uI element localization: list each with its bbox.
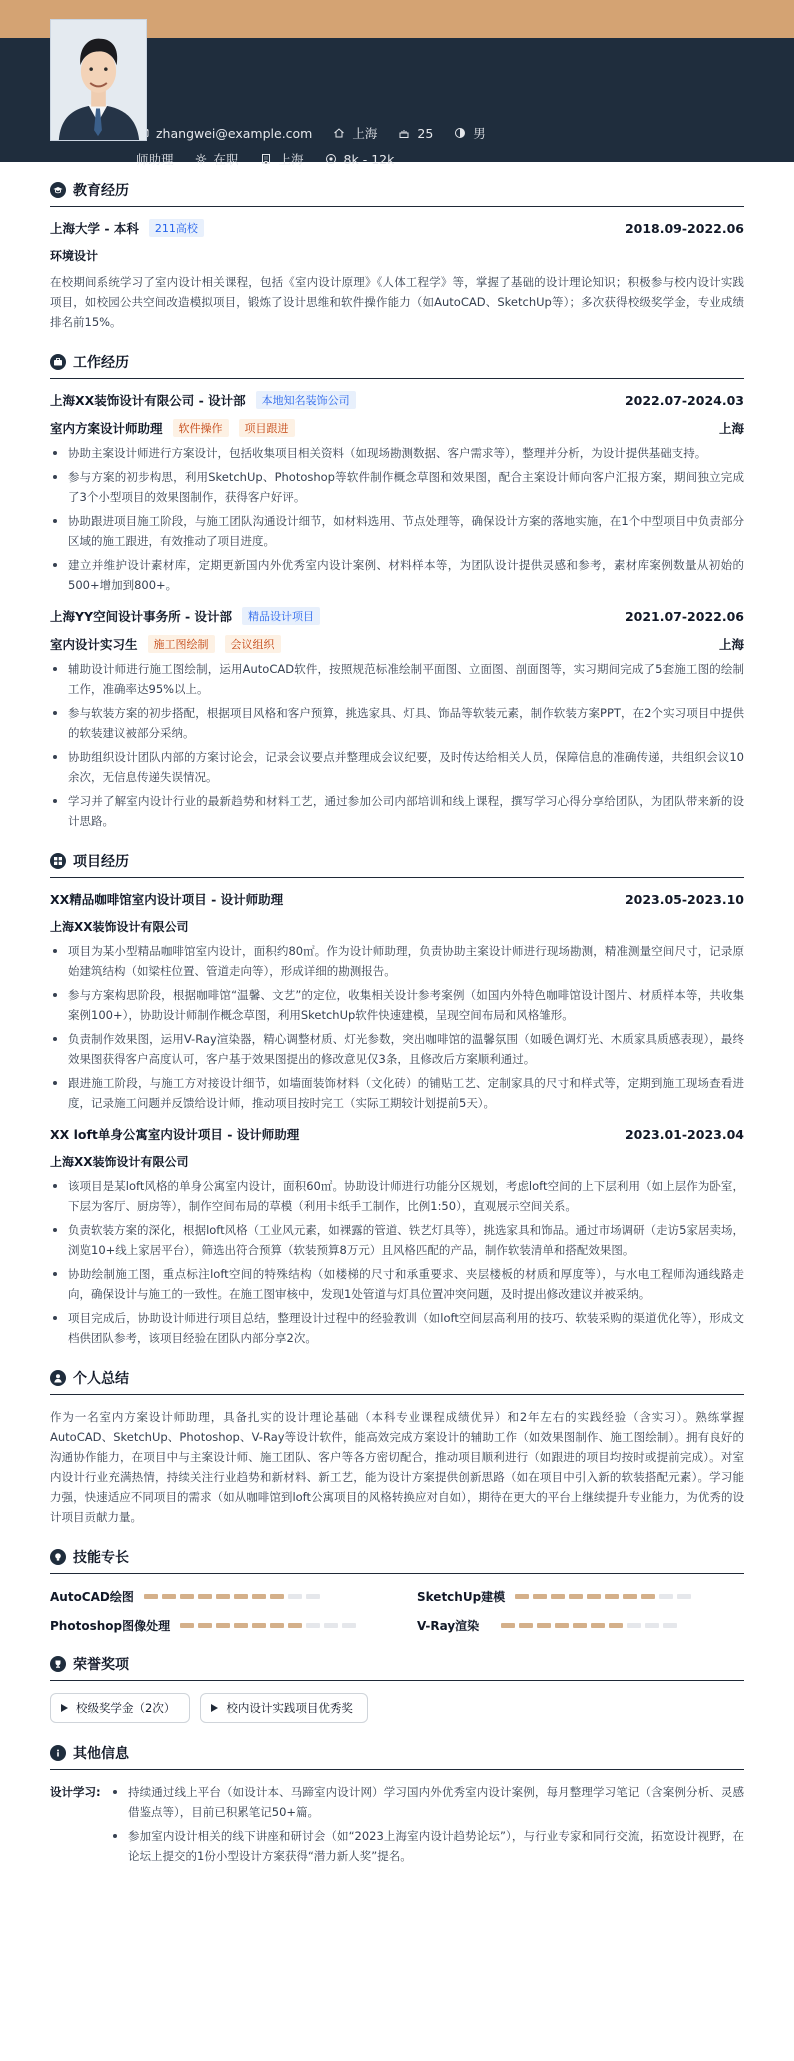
skill-level-segment [306, 1623, 320, 1628]
list-item: 跟进施工阶段，与施工方对接设计细节，如墙面装饰材料（文化砖）的铺贴工艺、定制家具的尺寸和样式等，定期到施工现场查看进度，记录施工问题并反馈给设计师，推动项目按时完工（实际工期较计划提前5天）。 [50, 1073, 744, 1113]
skill-level-segment [288, 1594, 302, 1599]
award-badge [50, 1693, 190, 1723]
project-entry [50, 1125, 744, 1348]
skill-level-segment [609, 1623, 623, 1628]
home-icon [332, 126, 346, 140]
skill-level-segment [641, 1594, 655, 1599]
company-name: 上海YY空间设计事务所 - 设计部 [50, 609, 232, 624]
skill-level-segment [515, 1594, 529, 1599]
skill-level-segment [234, 1594, 248, 1599]
list-item: 学习并了解室内设计行业的最新趋势和材料工艺，通过参加公司内部培训和线上课程，撰写学习心得分享给团队，为团队带来新的设计思路。 [50, 791, 744, 831]
grid-icon [50, 853, 66, 869]
skill-item [50, 1617, 377, 1634]
skill-level-segment [533, 1594, 547, 1599]
skill-item [50, 1588, 377, 1605]
skill-level-bar [515, 1594, 691, 1599]
skill-level-segment [591, 1623, 605, 1628]
list-item: 协助主案设计师进行方案设计，包括收集项目相关资料（如现场勘测数据、客户需求等），整理并分析，为设计提供基础支持。 [50, 443, 744, 463]
awards-section [50, 1654, 744, 1723]
work-entry [50, 391, 744, 595]
skill-level-segment [605, 1594, 619, 1599]
section-header [50, 1547, 744, 1574]
list-item: 负责软装方案的深化，根据loft风格（工业风元素，如裸露的管道、铁艺灯具等），挑选家具和饰品。通过市场调研（走访5家居卖场，浏览10+线上家居平台），筛选出符合预算（软装预算8万元）且风格匹配的产品，制作软装清单和搭配效果图。 [50, 1220, 744, 1260]
skills-section [50, 1547, 744, 1634]
role-title: 室内方案设计师助理 [50, 421, 163, 436]
skill-level-segment [234, 1623, 248, 1628]
cake-icon [397, 126, 411, 140]
skill-item [417, 1617, 744, 1634]
school-name: 上海大学 - 本科 [50, 221, 139, 236]
role-tag: 施工图绘制 [148, 635, 215, 653]
skill-level-segment [342, 1623, 356, 1628]
projects-section [50, 851, 744, 1348]
list-item: 项目完成后，协助设计师进行项目总结，整理设计过程中的经验教训（如loft空间层高利用的技巧、软装采购的渠道优化等），形成文档供团队参考，该项目经验在团队内部分享2次。 [50, 1308, 744, 1348]
skill-level-segment [659, 1594, 673, 1599]
age-text: 25 [417, 125, 434, 141]
briefcase-icon [50, 354, 66, 370]
skill-level-segment [198, 1623, 212, 1628]
section-header [50, 1368, 744, 1395]
section-title: 项目经历 [73, 854, 129, 870]
skill-level-segment [306, 1594, 320, 1599]
section-title: 工作经历 [73, 355, 129, 371]
skill-level-bar [501, 1623, 677, 1628]
major-name: 环境设计 [50, 249, 99, 263]
section-title: 教育经历 [73, 183, 129, 199]
skill-level-segment [144, 1594, 158, 1599]
skill-level-segment [627, 1623, 641, 1628]
list-item: 项目为某小型精品咖啡馆室内设计，面积约80㎡。作为设计师助理，负责协助主案设计师进行现场勘测，精准测量空间尺寸，记录原始建筑结构（如梁柱位置、管道走向等），形成详细的勘测报告。 [50, 941, 744, 981]
gender-icon [453, 126, 467, 140]
role-tag: 项目跟进 [239, 419, 295, 437]
award-label: 校内设计实践项目优秀奖 [226, 1701, 353, 1715]
skill-level-segment [573, 1623, 587, 1628]
skill-level-segment [324, 1623, 338, 1628]
skill-level-segment [180, 1623, 194, 1628]
salary-text: 8k - 12k [343, 151, 395, 167]
skill-level-segment [216, 1594, 230, 1599]
list-item: 辅助设计师进行施工图绘制，运用AutoCAD软件，按照规范标准绘制平面图、立面图、剖面图等，实习期间完成了5套施工图的绘制工作，准确率达95%以上。 [50, 659, 744, 699]
skill-level-segment [645, 1623, 659, 1628]
skill-name: Photoshop图像处理 [50, 1619, 171, 1633]
skill-level-segment [288, 1623, 302, 1628]
skill-level-segment [623, 1594, 637, 1599]
section-header [50, 1743, 744, 1770]
skill-level-segment [162, 1594, 176, 1599]
position-text: 师助理 [136, 152, 174, 167]
status-text: 在职 [213, 152, 239, 167]
skill-level-segment [663, 1623, 677, 1628]
skill-level-segment [252, 1623, 266, 1628]
summary-text: 作为一名室内方案设计师助理，具备扎实的设计理论基础（本科专业课程成绩优异）和2年左右的实践经验（含实习）。熟练掌握AutoCAD、SketchUp、Photoshop、V-Ray等设计软件，能高效完成方案设计的辅助工作（如效果图制作、施工图绘制）。拥有良好的沟通协作能力，在项目中与主案设计师、施工团队、客户等各方密切配合，推动项目顺利进行（如跟进的项目均按时或提前完成）。对室内设计行业充满热情，持续关注行业趋势和新材料、新工艺，能为设计方案提供创新思路（如在项目中引入新的软装搭配元素）。学习能力强，快速适应不同项目的需求（如从咖啡馆到loft公寓项目的风格转换应对自如），期待在更大的平台上继续提升专业能力，为优秀的设计项目贡献力量。 [50, 1410, 744, 1524]
avatar-photo [50, 19, 147, 141]
resume-content [50, 162, 744, 1870]
city-text: 上海 [352, 126, 378, 141]
skill-name: V-Ray渲染 [417, 1619, 480, 1633]
role-tag: 软件操作 [173, 419, 229, 437]
skill-level-segment [569, 1594, 583, 1599]
email-text: zhangwei@example.com [156, 125, 313, 141]
education-entry [50, 219, 744, 332]
school-tag: 211高校 [149, 219, 204, 237]
skill-level-bar [144, 1594, 320, 1599]
bulb-icon [50, 1549, 66, 1565]
triangle-right-icon [211, 1704, 218, 1712]
list-item: 参与方案的初步构思，利用SketchUp、Photoshop等软件制作概念草图和效果图，配合主案设计师向客户汇报方案，期间独立完成了3个小型项目的效果图制作，获得客户好评。 [50, 467, 744, 507]
summary-section [50, 1368, 744, 1527]
skill-level-segment [501, 1623, 515, 1628]
list-item: 协助跟进项目施工阶段，与施工团队沟通设计细节，如材料选用、节点处理等，确保设计方案的落地实施，在1个中型项目中负责部分区域的施工跟进，有效推动了项目进度。 [50, 511, 744, 551]
contact-line [136, 124, 486, 142]
skill-name: AutoCAD绘图 [50, 1590, 134, 1604]
info-icon [50, 1745, 66, 1761]
project-date: 2023.05-2023.10 [624, 891, 744, 907]
skill-level-segment [270, 1594, 284, 1599]
triangle-right-icon [61, 1704, 68, 1712]
work-date: 2021.07-2022.06 [624, 608, 744, 624]
section-header [50, 1654, 744, 1681]
list-item: 负责制作效果图，运用V-Ray渲染器，精心调整材质、灯光参数，突出咖啡馆的温馨氛围（如暖色调灯光、木质家具质感表现），最终效果图获得客户高度认可，客户基于效果图提出的修改意见仅3条，且修改后方案顺利通过。 [50, 1029, 744, 1069]
list-item: 参加室内设计相关的线下讲座和研讨会（如“2023上海室内设计趋势论坛”），与行业专家和同行交流，拓宽设计视野，在论坛上提交的1份小型设计方案获得“潜力新人奖”提名。 [110, 1826, 744, 1866]
graduation-cap-icon [50, 182, 66, 198]
education-section [50, 180, 744, 332]
skill-level-segment [537, 1623, 551, 1628]
section-title: 其他信息 [73, 1746, 129, 1762]
list-item: 持续通过线上平台（如设计本、马蹄室内设计网）学习国内外优秀室内设计案例，每月整理学习笔记（含案例分析、灵感借鉴点等），目前已积累笔记50+篇。 [110, 1782, 744, 1822]
section-title: 个人总结 [73, 1371, 129, 1387]
list-item: 协助组织设计团队内部的方案讨论会，记录会议要点并整理成会议纪要，及时传达给相关人员，保障信息的准确传递，共组织会议10余次，无信息传递失误情况。 [50, 747, 744, 787]
list-item: 建立并维护设计素材库，定期更新国内外优秀室内设计案例、材料样本等，为团队设计提供灵感和参考，素材库案例数量从初始的500+增加到800+。 [50, 555, 744, 595]
skill-level-segment [555, 1623, 569, 1628]
section-title: 荣誉奖项 [73, 1657, 129, 1673]
skill-level-segment [180, 1594, 194, 1599]
work-location: 上海 [718, 637, 744, 652]
award-badge [200, 1693, 368, 1723]
project-company: 上海XX装饰设计有限公司 [50, 1155, 189, 1169]
company-tag: 本地知名装饰公司 [256, 391, 356, 409]
list-item: 协助绘制施工图，重点标注loft空间的特殊结构（如楼梯的尺寸和承重要求、夹层楼板的材质和厚度等），与水电工程师沟通线路走向，确保设计与施工的一致性。在施工图审核中，发现1处管道与灯具位置冲突问题，及时提出修改建议并被采纳。 [50, 1264, 744, 1304]
other-label: 设计学习: [50, 1785, 101, 1799]
skill-level-segment [587, 1594, 601, 1599]
award-label: 校级奖学金（2次） [76, 1701, 176, 1715]
skill-level-segment [270, 1623, 284, 1628]
gender-text: 男 [473, 126, 486, 141]
other-section [50, 1743, 744, 1870]
skill-name: SketchUp建模 [417, 1590, 506, 1604]
skill-level-bar [180, 1623, 356, 1628]
section-header [50, 180, 744, 207]
section-header [50, 851, 744, 878]
skill-level-segment [551, 1594, 565, 1599]
project-name: XX精品咖啡馆室内设计项目 - 设计师助理 [50, 892, 284, 907]
project-date: 2023.01-2023.04 [624, 1126, 744, 1142]
expect-city-text: 上海 [278, 152, 304, 167]
project-company: 上海XX装饰设计有限公司 [50, 920, 189, 934]
trophy-icon [50, 1656, 66, 1672]
role-tag: 会议组织 [225, 635, 281, 653]
user-icon [50, 1370, 66, 1386]
work-entry [50, 607, 744, 831]
role-title: 室内设计实习生 [50, 637, 138, 652]
education-description: 在校期间系统学习了室内设计相关课程，包括《室内设计原理》《人体工程学》等，掌握了基础的设计理论知识；积极参与校内设计实践项目，如校园公共空间改造模拟项目，锻炼了设计思维和软件操作能力（如AutoCAD、SketchUp等）；多次获得校级奖学金，专业成绩排名前15%。 [50, 275, 744, 329]
skill-level-segment [677, 1594, 691, 1599]
skill-level-segment [198, 1594, 212, 1599]
education-date: 2018.09-2022.06 [624, 220, 744, 236]
skill-level-segment [216, 1623, 230, 1628]
list-item: 参与软装方案的初步搭配，根据项目风格和客户预算，挑选家具、灯具、饰品等软装元素，制作软装方案PPT，在2个实习项目中提供的软装建议被部分采纳。 [50, 703, 744, 743]
work-date: 2022.07-2024.03 [624, 392, 744, 408]
skill-item [417, 1588, 744, 1605]
section-title: 技能专长 [73, 1550, 129, 1566]
skill-level-segment [519, 1623, 533, 1628]
work-section [50, 352, 744, 831]
skill-level-segment [252, 1594, 266, 1599]
list-item: 参与方案构思阶段，根据咖啡馆“温馨、文艺”的定位，收集相关设计参考案例（如国内外特色咖啡馆设计图片、材质样本等，共收集案例100+），协助设计师制作概念草图，利用SketchUp软件快速建模，呈现空间布局和风格雏形。 [50, 985, 744, 1025]
work-location: 上海 [718, 421, 744, 436]
skills-grid [50, 1588, 744, 1634]
project-name: XX loft单身公寓室内设计项目 - 设计师助理 [50, 1127, 300, 1142]
list-item: 该项目是某loft风格的单身公寓室内设计，面积60㎡。协助设计师进行功能分区规划，考虑loft空间的上下层利用（如上层作为卧室，下层为客厅、厨房等），制作空间布局的草模（利用卡纸手工制作，比例1:50），直观展示空间关系。 [50, 1176, 744, 1216]
company-tag: 精品设计项目 [242, 607, 320, 625]
company-name: 上海XX装饰设计有限公司 - 设计部 [50, 393, 246, 408]
section-header [50, 352, 744, 379]
project-entry [50, 890, 744, 1113]
